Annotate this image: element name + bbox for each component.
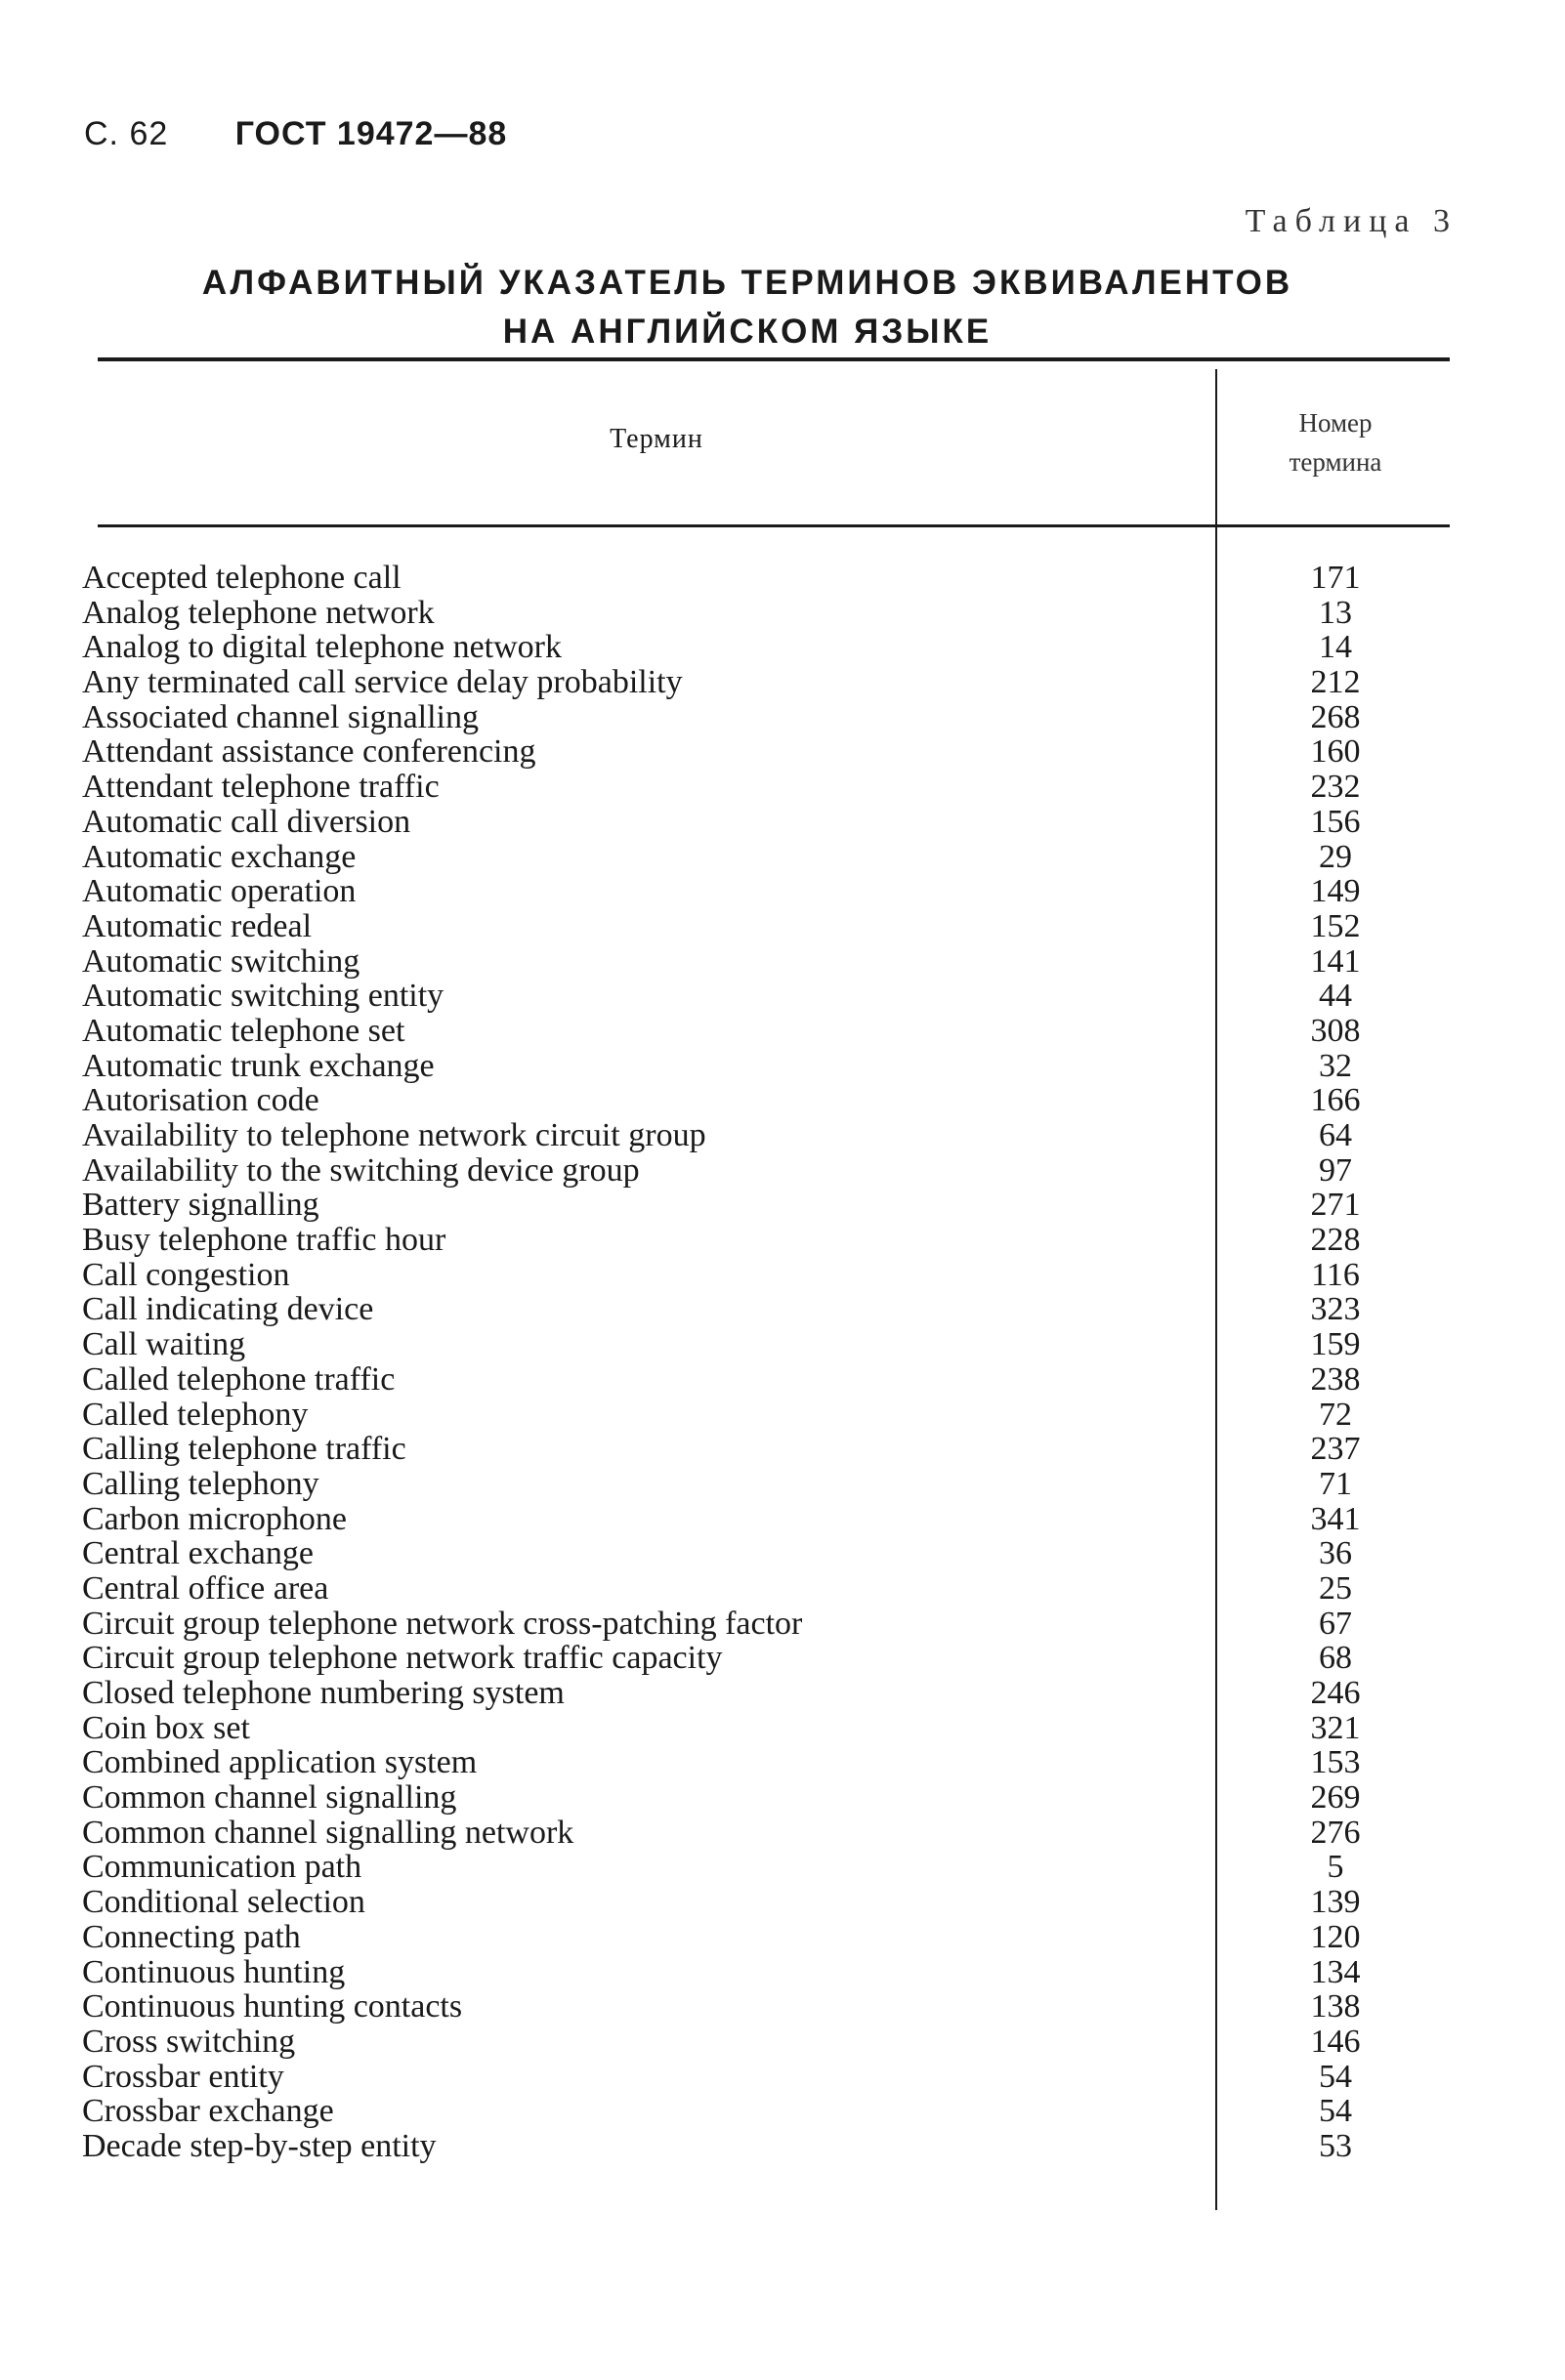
standard-code: ГОСТ 19472—88 bbox=[234, 115, 508, 152]
column-header-number bbox=[1221, 403, 1450, 481]
term-cell: Associated channel signalling bbox=[82, 698, 480, 735]
term-number-cell: 146 bbox=[1310, 2023, 1361, 2060]
term-number-cell: 72 bbox=[1319, 1396, 1352, 1433]
table-row bbox=[82, 1920, 1450, 1955]
table-row bbox=[82, 2025, 1450, 2060]
term-number-cell: 237 bbox=[1310, 1431, 1361, 1468]
term-cell: Automatic trunk exchange bbox=[82, 1047, 435, 1084]
table-row bbox=[82, 1432, 1450, 1467]
table-row bbox=[82, 2060, 1450, 2095]
table-row bbox=[82, 1014, 1450, 1049]
term-cell: Automatic exchange bbox=[82, 838, 357, 875]
term-cell: Automatic redeal bbox=[82, 907, 313, 944]
term-number-cell: 171 bbox=[1310, 560, 1361, 596]
table-row bbox=[82, 596, 1450, 631]
term-number-cell: 271 bbox=[1310, 1187, 1361, 1224]
term-cell: Availability to the switching device group bbox=[82, 1151, 640, 1189]
term-number-cell: 341 bbox=[1310, 1500, 1361, 1537]
term-number-cell: 141 bbox=[1310, 942, 1361, 980]
term-cell: Any terminated call service delay probability bbox=[82, 664, 683, 701]
column-header-term: Термин bbox=[610, 424, 703, 454]
term-number-cell: 166 bbox=[1310, 1082, 1361, 1119]
term-cell: Crossbar exchange bbox=[82, 2093, 334, 2130]
term-number-cell: 36 bbox=[1319, 1535, 1352, 1572]
table-row bbox=[82, 1258, 1450, 1293]
table-row bbox=[82, 1641, 1450, 1676]
table-row bbox=[82, 909, 1450, 944]
term-cell: Calling telephony bbox=[82, 1465, 319, 1502]
table-title-line-1: АЛФАВИТНЫЙ УКАЗАТЕЛЬ ТЕРМИНОВ ЭКВИВАЛЕНТОВ bbox=[201, 264, 1293, 302]
table-row bbox=[82, 1676, 1450, 1711]
term-cell: Communication path bbox=[82, 1849, 362, 1886]
table-row bbox=[82, 1118, 1450, 1153]
column-header-number-line-2: термина bbox=[1289, 447, 1382, 477]
table-row bbox=[82, 979, 1450, 1014]
table-row bbox=[82, 1745, 1450, 1780]
term-cell: Call waiting bbox=[82, 1326, 246, 1363]
term-cell: Combined application system bbox=[82, 1744, 478, 1781]
table-row bbox=[82, 1188, 1450, 1223]
table-row bbox=[82, 1885, 1450, 1920]
term-cell: Call indicating device bbox=[82, 1291, 374, 1328]
term-cell: Crossbar entity bbox=[82, 2058, 284, 2095]
term-cell: Autorisation code bbox=[82, 1082, 319, 1119]
term-number-cell: 64 bbox=[1319, 1117, 1352, 1153]
table-row bbox=[82, 665, 1450, 700]
term-number-cell: 321 bbox=[1310, 1709, 1361, 1746]
term-cell: Accepted telephone call bbox=[82, 560, 402, 596]
term-cell: Decade step-by-step entity bbox=[82, 2127, 437, 2164]
term-number-cell: 238 bbox=[1310, 1360, 1361, 1398]
term-cell: Cross switching bbox=[82, 2023, 296, 2060]
table-title bbox=[98, 259, 1397, 356]
term-cell: Circuit group telephone network traffic capacity bbox=[82, 1640, 723, 1677]
table-top-rule bbox=[98, 357, 1450, 361]
term-list bbox=[82, 561, 1450, 2164]
term-number-cell: 232 bbox=[1310, 769, 1361, 806]
term-cell: Common channel signalling bbox=[82, 1779, 457, 1816]
table-row bbox=[82, 805, 1450, 840]
term-cell: Attendant assistance conferencing bbox=[82, 733, 536, 771]
term-cell: Attendant telephone traffic bbox=[82, 769, 440, 806]
column-header-number-line-1: Номер bbox=[1298, 408, 1373, 438]
term-cell: Continuous hunting bbox=[82, 1953, 346, 1990]
term-cell: Common channel signalling network bbox=[82, 1814, 574, 1851]
term-number-cell: 29 bbox=[1319, 838, 1352, 875]
term-cell: Availability to telephone network circuit group bbox=[82, 1117, 706, 1153]
term-number-cell: 53 bbox=[1319, 2127, 1352, 2164]
term-number-cell: 44 bbox=[1319, 978, 1352, 1015]
table-row bbox=[82, 2129, 1450, 2164]
term-number-cell: 139 bbox=[1310, 1884, 1361, 1921]
term-cell: Analog to digital telephone network bbox=[82, 629, 562, 666]
table-row bbox=[82, 700, 1450, 735]
term-cell: Central exchange bbox=[82, 1535, 314, 1572]
term-cell: Circuit group telephone network cross-patching factor bbox=[82, 1605, 803, 1642]
table-row bbox=[82, 1607, 1450, 1642]
term-number-cell: 308 bbox=[1310, 1012, 1361, 1049]
term-number-cell: 5 bbox=[1327, 1849, 1344, 1886]
term-number-cell: 276 bbox=[1310, 1814, 1361, 1851]
table-row bbox=[82, 1502, 1450, 1537]
term-cell: Analog telephone network bbox=[82, 594, 435, 631]
term-cell: Automatic switching entity bbox=[82, 978, 444, 1015]
term-cell: Automatic switching bbox=[82, 942, 360, 980]
table-row bbox=[82, 1467, 1450, 1502]
term-cell: Continuous hunting contacts bbox=[82, 1988, 463, 2025]
page-number: С. 62 bbox=[84, 115, 169, 152]
term-number-cell: 25 bbox=[1319, 1569, 1352, 1607]
table-row bbox=[82, 734, 1450, 770]
table-row bbox=[82, 2094, 1450, 2129]
table-row bbox=[82, 630, 1450, 665]
page-header bbox=[84, 115, 507, 153]
term-number-cell: 153 bbox=[1310, 1744, 1361, 1781]
term-number-cell: 138 bbox=[1310, 1988, 1361, 2025]
term-cell: Closed telephone numbering system bbox=[82, 1675, 565, 1711]
term-number-cell: 97 bbox=[1319, 1151, 1352, 1189]
term-cell: Call congestion bbox=[82, 1256, 290, 1293]
term-number-cell: 323 bbox=[1310, 1291, 1361, 1328]
term-number-cell: 269 bbox=[1310, 1779, 1361, 1816]
term-cell: Carbon microphone bbox=[82, 1500, 347, 1537]
term-cell: Called telephone traffic bbox=[82, 1360, 396, 1398]
table-row bbox=[82, 1955, 1450, 1990]
table-row bbox=[82, 1780, 1450, 1816]
table-row bbox=[82, 1571, 1450, 1607]
term-cell: Battery signalling bbox=[82, 1187, 319, 1224]
table-header-rule bbox=[98, 524, 1450, 527]
table-row bbox=[82, 1989, 1450, 2025]
table-row bbox=[82, 874, 1450, 909]
table-label: Таблица 3 bbox=[1245, 203, 1458, 239]
term-cell: Automatic call diversion bbox=[82, 803, 411, 840]
term-cell: Calling telephone traffic bbox=[82, 1431, 406, 1468]
table-row bbox=[82, 1711, 1450, 1746]
term-number-cell: 68 bbox=[1319, 1640, 1352, 1677]
term-number-cell: 120 bbox=[1310, 1918, 1361, 1955]
term-number-cell: 134 bbox=[1310, 1953, 1361, 1990]
term-cell: Conditional selection bbox=[82, 1884, 365, 1921]
table-row bbox=[82, 561, 1450, 596]
term-cell: Connecting path bbox=[82, 1918, 301, 1955]
term-number-cell: 246 bbox=[1310, 1675, 1361, 1711]
term-number-cell: 152 bbox=[1310, 907, 1361, 944]
term-cell: Automatic telephone set bbox=[82, 1012, 405, 1049]
term-number-cell: 160 bbox=[1310, 733, 1361, 771]
table-row bbox=[82, 1292, 1450, 1327]
term-cell: Coin box set bbox=[82, 1709, 250, 1746]
term-number-cell: 71 bbox=[1319, 1465, 1352, 1502]
term-number-cell: 54 bbox=[1319, 2093, 1352, 2130]
term-cell: Automatic operation bbox=[82, 873, 357, 910]
table-row bbox=[82, 1398, 1450, 1433]
table-row bbox=[82, 1223, 1450, 1258]
term-number-cell: 32 bbox=[1319, 1047, 1352, 1084]
term-number-cell: 54 bbox=[1319, 2058, 1352, 2095]
table-row bbox=[82, 1362, 1450, 1398]
term-number-cell: 14 bbox=[1319, 629, 1352, 666]
table-row bbox=[82, 1816, 1450, 1851]
term-cell: Called telephony bbox=[82, 1396, 309, 1433]
term-number-cell: 116 bbox=[1311, 1256, 1360, 1293]
table-row bbox=[82, 770, 1450, 805]
term-number-cell: 149 bbox=[1310, 873, 1361, 910]
table-row bbox=[82, 840, 1450, 875]
term-number-cell: 268 bbox=[1310, 698, 1361, 735]
table-row bbox=[82, 1327, 1450, 1362]
table-title-line-2: НА АНГЛИЙСКОМ ЯЗЫКЕ bbox=[502, 313, 993, 351]
table-row bbox=[82, 1049, 1450, 1084]
table-row bbox=[82, 1083, 1450, 1118]
term-cell: Busy telephone traffic hour bbox=[82, 1222, 446, 1259]
table-row bbox=[82, 1153, 1450, 1189]
term-number-cell: 67 bbox=[1319, 1605, 1352, 1642]
term-number-cell: 156 bbox=[1310, 803, 1361, 840]
term-number-cell: 159 bbox=[1310, 1326, 1361, 1363]
term-number-cell: 212 bbox=[1310, 664, 1361, 701]
table-row bbox=[82, 1536, 1450, 1571]
table-row bbox=[82, 1850, 1450, 1885]
term-number-cell: 13 bbox=[1319, 594, 1352, 631]
table-row bbox=[82, 944, 1450, 980]
term-cell: Central office area bbox=[82, 1569, 329, 1607]
term-number-cell: 228 bbox=[1310, 1222, 1361, 1259]
